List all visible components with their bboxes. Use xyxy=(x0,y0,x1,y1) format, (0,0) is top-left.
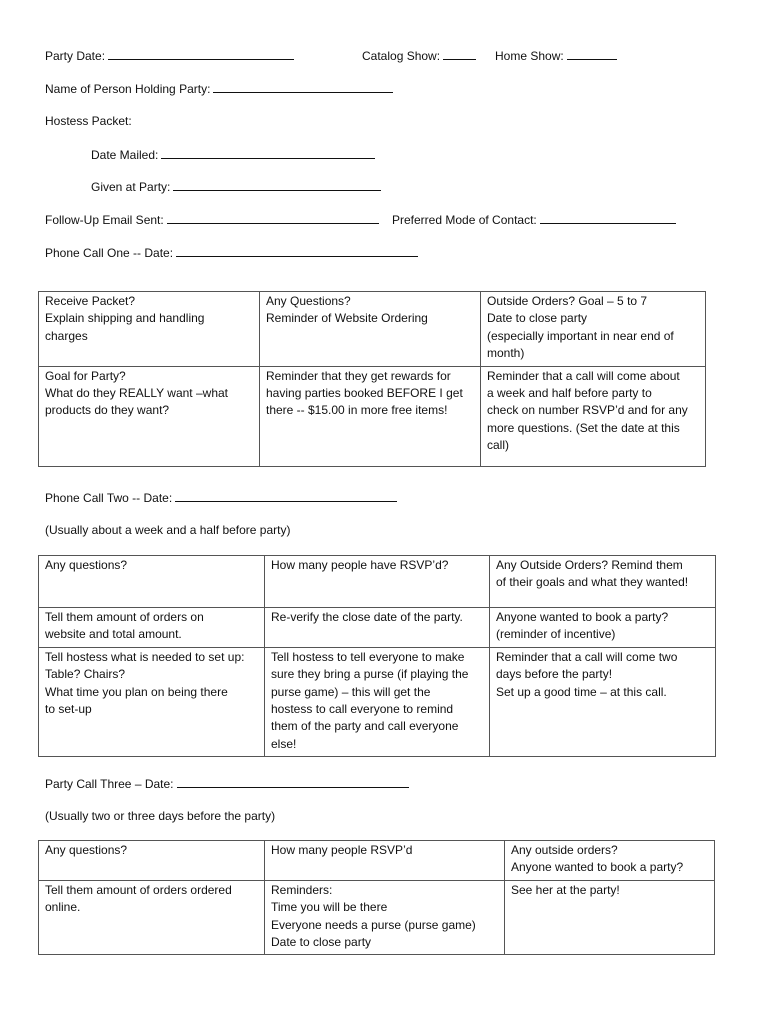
party-date-label: Party Date: xyxy=(45,49,106,63)
table-cell xyxy=(39,880,265,955)
cell-text-line: Time you will be there xyxy=(271,900,388,915)
party-call-three-note: (Usually two or three days before the party) xyxy=(45,809,276,823)
cell-text-line: days before the party! xyxy=(496,667,613,682)
cell-text-line: purse game) – this will get the xyxy=(271,684,431,699)
table-row xyxy=(39,292,706,367)
table-cell xyxy=(39,647,265,756)
cell-text-line: Anyone wanted to book a party? xyxy=(496,610,669,624)
table-cell xyxy=(481,292,706,367)
table-cell xyxy=(265,608,490,648)
cell-text-line: Any questions? xyxy=(45,558,128,572)
cell-text-line: Explain shipping and handling xyxy=(45,311,205,326)
cell-text-line: online. xyxy=(45,900,81,915)
home-show-line xyxy=(495,47,617,65)
party-call-three-field[interactable] xyxy=(177,775,409,788)
cell-text-line: charges xyxy=(45,328,88,343)
person-holding-field[interactable] xyxy=(213,80,393,93)
cell-text-line: Date to close party xyxy=(487,311,588,326)
cell-text-line: Re-verify the close date of the party. xyxy=(271,610,463,624)
table-cell xyxy=(265,647,490,756)
cell-text-line: to set-up xyxy=(45,702,92,717)
preferred-contact-field[interactable] xyxy=(540,211,676,224)
phone-call-one-table xyxy=(38,291,706,467)
table-cell xyxy=(39,292,260,367)
cell-text-line: sure they bring a purse (if playing the xyxy=(271,667,469,682)
party-date-field[interactable] xyxy=(108,47,294,60)
table-cell xyxy=(39,366,260,466)
phone-call-one-line xyxy=(45,244,418,262)
followup-email-label: Follow-Up Email Sent: xyxy=(45,213,164,227)
cell-text-line: having parties booked BEFORE I get xyxy=(266,386,463,401)
table-cell xyxy=(39,608,265,648)
table-cell xyxy=(505,841,715,881)
cell-text-line: a week and half before party to xyxy=(487,386,652,401)
cell-text-line: website and total amount. xyxy=(45,627,182,642)
table-cell xyxy=(265,841,505,881)
cell-text-line: call) xyxy=(487,438,510,453)
cell-text-line: of their goals and what they wanted! xyxy=(496,575,689,590)
cell-text-line: Reminder of Website Ordering xyxy=(266,311,428,326)
table-cell xyxy=(39,841,265,881)
given-at-party-field[interactable] xyxy=(173,178,381,191)
catalog-show-line xyxy=(362,47,476,65)
given-at-party-label: Given at Party: xyxy=(91,180,171,194)
cell-text-line: Outside Orders? Goal – 5 to 7 xyxy=(487,294,648,308)
cell-text-line: month) xyxy=(487,346,525,361)
preferred-contact-line xyxy=(392,211,676,229)
cell-text-line: (reminder of incentive) xyxy=(496,627,616,642)
cell-text-line: them of the party and call everyone xyxy=(271,719,459,734)
cell-text-line: there -- $15.00 in more free items! xyxy=(266,403,448,418)
cell-text-line: How many people RSVP’d xyxy=(271,843,413,857)
table-row xyxy=(39,366,706,466)
cell-text-line: How many people have RSVP’d? xyxy=(271,558,449,572)
cell-text-line: Reminder that a call will come two xyxy=(496,649,678,664)
cell-text-line: Receive Packet? xyxy=(45,294,136,308)
cell-text-line: Any questions? xyxy=(45,843,128,857)
table-cell xyxy=(260,292,481,367)
cell-text-line: Any Outside Orders? Remind them xyxy=(496,558,683,572)
table-row xyxy=(39,880,715,955)
cell-text-line: check on number RSVP’d and for any xyxy=(487,403,688,418)
cell-text-line: more questions. (Set the date at this xyxy=(487,420,680,435)
cell-text-line: Tell them amount of orders on xyxy=(45,610,204,624)
table-cell xyxy=(490,556,716,608)
table-row xyxy=(39,841,715,881)
cell-text-line: Any Questions? xyxy=(266,294,351,308)
cell-text-line: What time you plan on being there xyxy=(45,684,228,699)
table-cell xyxy=(39,556,265,608)
person-holding-line xyxy=(45,80,393,98)
phone-call-one-label: Phone Call One -- Date: xyxy=(45,246,174,260)
party-date-line xyxy=(45,47,294,65)
hostess-packet-heading: Hostess Packet: xyxy=(45,114,132,128)
cell-text-line: Tell hostess to tell everyone to make xyxy=(271,649,465,664)
date-mailed-label: Date Mailed: xyxy=(91,148,159,162)
cell-text-line: Everyone needs a purse (purse game) xyxy=(271,917,476,932)
phone-call-two-line xyxy=(45,489,397,507)
cell-text-line: (especially important in near end of xyxy=(487,328,674,343)
cell-text-line: Reminder that they get rewards for xyxy=(266,368,451,383)
person-holding-label: Name of Person Holding Party: xyxy=(45,82,211,96)
home-show-label: Home Show: xyxy=(495,49,564,63)
date-mailed-field[interactable] xyxy=(161,146,375,159)
table-cell xyxy=(490,647,716,756)
phone-call-two-table xyxy=(38,555,716,757)
table-cell xyxy=(481,366,706,466)
table-cell xyxy=(505,880,715,955)
cell-text-line: hostess to call everyone to remind xyxy=(271,702,454,717)
catalog-show-field[interactable] xyxy=(443,47,476,60)
date-mailed-line xyxy=(91,146,375,164)
given-at-party-line xyxy=(91,178,381,196)
preferred-contact-label: Preferred Mode of Contact: xyxy=(392,213,537,227)
cell-text-line: else! xyxy=(271,736,297,751)
party-call-three-label: Party Call Three – Date: xyxy=(45,777,174,791)
cell-text-line: Tell them amount of orders ordered xyxy=(45,882,232,897)
catalog-show-label: Catalog Show: xyxy=(362,49,441,63)
cell-text-line: Goal for Party? xyxy=(45,368,126,383)
party-call-three-table xyxy=(38,840,715,955)
followup-email-field[interactable] xyxy=(167,211,379,224)
table-row xyxy=(39,647,716,756)
home-show-field[interactable] xyxy=(567,47,617,60)
cell-text-line: Date to close party xyxy=(271,935,372,950)
cell-text-line: products do they want? xyxy=(45,403,170,418)
table-cell xyxy=(265,880,505,955)
followup-email-line xyxy=(45,211,379,229)
cell-text-line: Reminder that a call will come about xyxy=(487,368,680,383)
table-cell xyxy=(265,556,490,608)
table-row xyxy=(39,556,716,608)
cell-text-line: Table? Chairs? xyxy=(45,667,126,682)
phone-call-one-field[interactable] xyxy=(176,244,418,257)
cell-text-line: Anyone wanted to book a party? xyxy=(511,860,684,875)
party-call-three-line xyxy=(45,775,409,793)
cell-text-line: Reminders: xyxy=(271,882,333,897)
table-cell xyxy=(490,608,716,648)
phone-call-two-note: (Usually about a week and a half before party) xyxy=(45,523,291,537)
table-row xyxy=(39,608,716,648)
cell-text-line: Any outside orders? xyxy=(511,843,618,857)
cell-text-line: Tell hostess what is needed to set up: xyxy=(45,649,245,664)
cell-text-line: See her at the party! xyxy=(511,882,620,897)
phone-call-two-label: Phone Call Two -- Date: xyxy=(45,491,173,505)
phone-call-two-field[interactable] xyxy=(175,489,397,502)
cell-text-line: Set up a good time – at this call. xyxy=(496,684,667,699)
cell-text-line: What do they REALLY want –what xyxy=(45,386,228,401)
table-cell xyxy=(260,366,481,466)
